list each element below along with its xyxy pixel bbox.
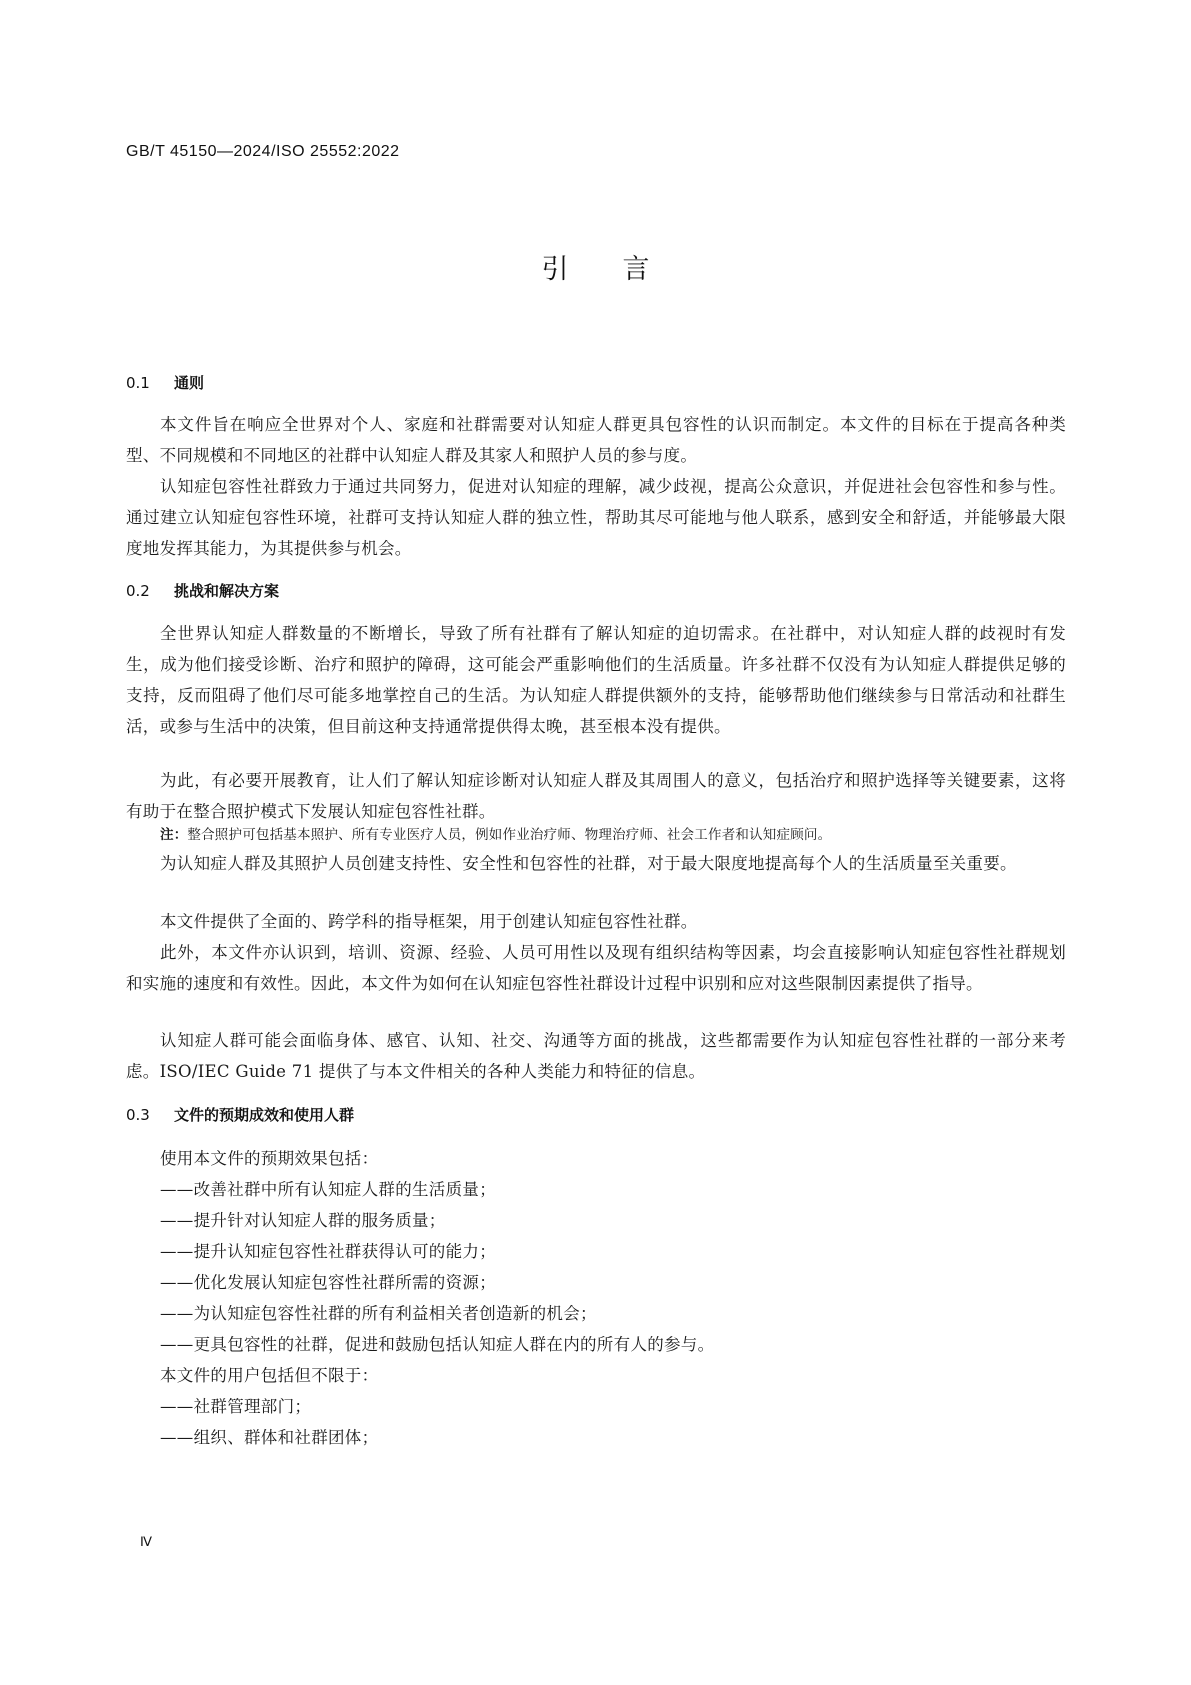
section-number: 0.2 xyxy=(126,582,150,600)
list-item: ——更具包容性的社群，促进和鼓励包括认知症人群在内的所有人的参与。 xyxy=(160,1335,715,1354)
list-item: ——社群管理部门； xyxy=(160,1397,312,1416)
note-text: 整合照护可包括基本照护、所有专业医疗人员，例如作业治疗师、物理治疗师、社会工作者和认知症顾问。 xyxy=(187,827,832,843)
paragraph: 本文件提供了全面的、跨学科的指导框架，用于创建认知症包容性社群。 xyxy=(160,912,698,931)
list-item: ——优化发展认知症包容性社群所需的资源； xyxy=(160,1273,496,1292)
paragraph: 认知症人群可能会面临身体、感官、认知、社交、沟通等方面的挑战，这些都需要作为认知症包容性社群的一部分来考虑。ISO/IEC Guide 71 提供了与本文件相关的各种人类能力和特征的信息。 xyxy=(126,1031,1066,1081)
note xyxy=(160,824,1066,846)
paragraph: 本文件旨在响应全世界对个人、家庭和社群需要对认知症人群更具包容性的认识而制定。本文件的目标在于提高各种类型、不同规模和不同地区的社群中认知症人群及其家人和照护人员的参与度。 xyxy=(126,415,1066,465)
page-title: 引 言 xyxy=(541,254,650,285)
note-label: 注： xyxy=(160,827,188,843)
list-item: ——提升认知症包容性社群获得认可的能力； xyxy=(160,1242,496,1261)
section-title: 挑战和解决方案 xyxy=(174,582,280,600)
list-item: ——组织、群体和社群团体； xyxy=(160,1428,379,1447)
standard-code-header: GB/T 45150—2024/ISO 25552:2022 xyxy=(126,143,400,160)
section-heading-0-3 xyxy=(126,1104,354,1125)
paragraph: 为认知症人群及其照护人员创建支持性、安全性和包容性的社群，对于最大限度地提高每个人的生活质量至关重要。 xyxy=(160,854,1017,873)
section-number: 0.3 xyxy=(126,1106,150,1124)
paragraph: 此外，本文件亦认识到，培训、资源、经验、人员可用性以及现有组织结构等因素，均会直接影响认知症包容性社群规划和实施的速度和有效性。因此，本文件为如何在认知症包容性社群设计过程中识别和应对这些限制因素提供了指导。 xyxy=(126,943,1066,993)
section-title: 文件的预期成效和使用人群 xyxy=(174,1106,355,1124)
section-heading-0-1 xyxy=(126,372,204,393)
list-intro: 使用本文件的预期效果包括： xyxy=(160,1149,379,1168)
list-item: ——为认知症包容性社群的所有利益相关者创造新的机会； xyxy=(160,1304,597,1323)
list-item: ——提升针对认知症人群的服务质量； xyxy=(160,1211,446,1230)
section-heading-0-2 xyxy=(126,580,279,601)
list-intro: 本文件的用户包括但不限于： xyxy=(160,1366,379,1385)
paragraph: 为此，有必要开展教育，让人们了解认知症诊断对认知症人群及其周围人的意义，包括治疗和照护选择等关键要素，这将有助于在整合照护模式下发展认知症包容性社群。 xyxy=(126,771,1066,821)
list-item: ——改善社群中所有认知症人群的生活质量； xyxy=(160,1180,496,1199)
section-title: 通则 xyxy=(174,374,205,392)
paragraph: 全世界认知症人群数量的不断增长，导致了所有社群有了解认知症的迫切需求。在社群中，对认知症人群的歧视时有发生，成为他们接受诊断、治疗和照护的障碍，这可能会严重影响他们的生活质量。许多社群不仅没有为认知症人群提供足够的支持，反而阻碍了他们尽可能多地掌控自己的生活。为认知症人群提供额外的支持，能够帮助他们继续参与日常活动和社群生活，或参与生活中的决策，但目前这种支持通常提供得太晚，甚至根本没有提供。 xyxy=(126,624,1066,736)
paragraph: 认知症包容性社群致力于通过共同努力，促进对认知症的理解，减少歧视，提高公众意识，并促进社会包容性和参与性。通过建立认知症包容性环境，社群可支持认知症人群的独立性，帮助其尽可能地与他人联系，感到安全和舒适，并能够最大限度地发挥其能力，为其提供参与机会。 xyxy=(126,477,1066,558)
section-number: 0.1 xyxy=(126,374,150,392)
page-number: Ⅳ xyxy=(140,1534,152,1549)
